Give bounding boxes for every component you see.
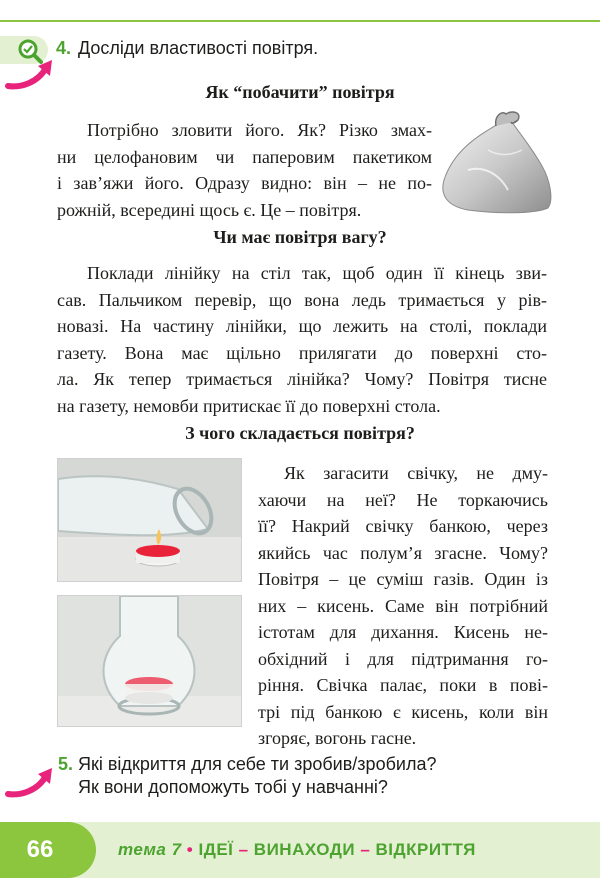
text-line: сав. Пальчиком перевір, що вона ледь тримається у рів-	[57, 289, 547, 310]
chapter-word: ІДЕЇ	[198, 840, 234, 859]
text-line: них – кисень. Саме він потрібний	[258, 595, 548, 616]
chapter-title	[118, 822, 476, 878]
text-line: хаючи на неї? Не торкаючись	[258, 489, 548, 510]
chapter-word: ВИНАХОДИ	[253, 840, 356, 859]
section-heading: Чи має повітря вагу?	[213, 227, 387, 247]
question-line: Як вони допоможуть тобі у навчанні?	[78, 777, 388, 797]
text-line: Як загасити свічку, не дму-	[284, 463, 548, 483]
text-line: Повітря – це суміш газів. Один із	[258, 569, 548, 589]
text-line: і зав’яжи його. Одразу видно: він – не по-	[57, 173, 432, 193]
text-line: якийсь час полум’я згасне. Чому?	[258, 542, 548, 563]
separator-dash: –	[360, 840, 371, 859]
section-heading: З чого складається повітря?	[185, 423, 415, 443]
text-line: Поклади лінійку на стіл так, щоб один її кінець зви-	[87, 263, 547, 283]
top-rule	[0, 20, 600, 22]
candle-under-jar-photo	[57, 595, 242, 727]
task-number: 4.	[56, 38, 72, 58]
page-footer	[0, 822, 600, 878]
text-line: на газету, немовби притискає її до поверхні стола.	[57, 395, 441, 416]
text-line: рожній, всередині щось є. Це – повітря.	[57, 199, 362, 220]
chapter-label: тема 7	[118, 840, 182, 859]
question-line: Які відкриття для себе ти зробив/зробила?	[78, 754, 437, 774]
text-line: її? Накрий свічку банкою, через	[258, 516, 548, 536]
text-line: ла. Як тепер тримається лінійка? Чому? Повітря тисне	[57, 369, 547, 389]
chapter-word: ВІДКРИТТЯ	[375, 840, 476, 859]
text-line: трі під банкою є кисень, коли він	[258, 701, 548, 722]
text-line: істотам для дихання. Кисень не-	[258, 622, 548, 642]
task-text: Досліди властивості повітря.	[78, 38, 319, 58]
plastic-bag-image	[438, 110, 554, 216]
task-number: 5.	[58, 754, 74, 774]
page-number: 66	[26, 836, 54, 863]
paragraph	[258, 460, 548, 752]
separator-dot: •	[186, 840, 194, 859]
section-heading: Як “побачити” повітря	[205, 82, 395, 102]
separator-dash: –	[238, 840, 249, 859]
text-line: новазі. На частину лінійки, що лежить на столі, поклади	[57, 316, 547, 336]
pink-arrow-icon	[4, 766, 56, 800]
text-line: газету. Вона має щільно прилягати до поверхні сто-	[57, 342, 547, 363]
text-line: згоряє, вогонь гасне.	[258, 728, 417, 748]
text-line: ріння. Свічка палає, поки в пові-	[258, 675, 548, 695]
paragraph	[57, 117, 432, 223]
text-line: Потрібно зловити його. Як? Різко змах-	[87, 120, 432, 140]
paragraph	[57, 260, 547, 419]
text-line: ни целофановим чи паперовим пакетиком	[57, 146, 432, 167]
jar-candle-photo	[57, 458, 242, 582]
text-line: обхідний і для підтримання го-	[258, 648, 548, 669]
